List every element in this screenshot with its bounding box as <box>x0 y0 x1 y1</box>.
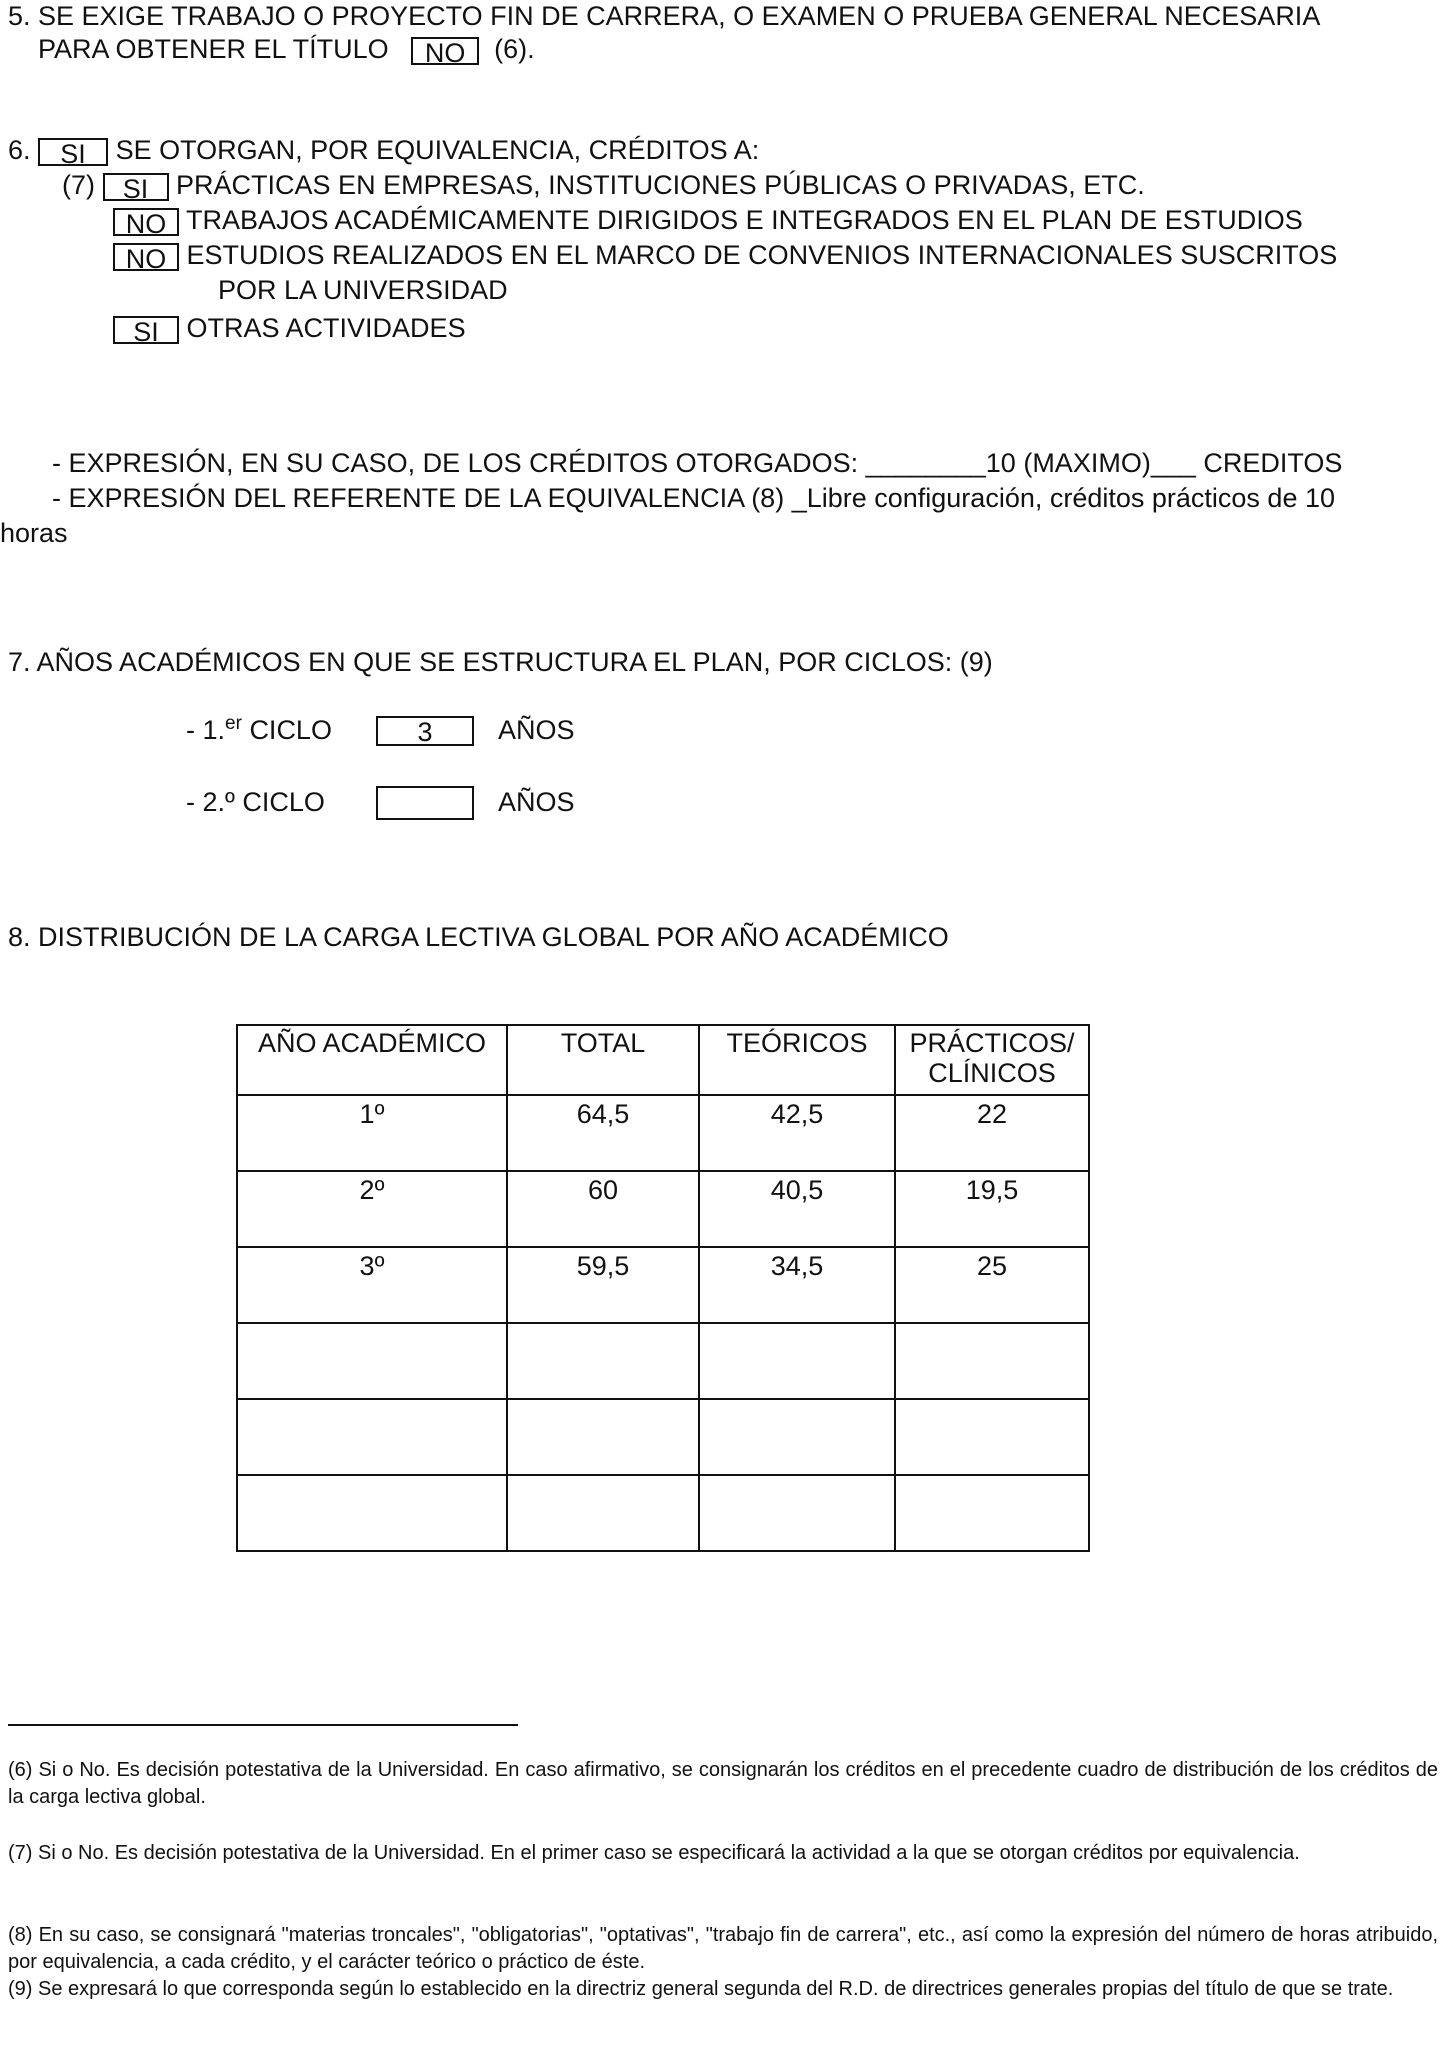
section-6-item-3 <box>113 239 1338 274</box>
cell-ano: 1º <box>237 1095 507 1171</box>
cell-teoricos <box>699 1475 895 1551</box>
footnote-6: (6) Si o No. Es decisión potestativa de la Universidad. En caso afirmativo, se consignarán los créditos en el precedente cuadro de distribución de los créditos de la carga lectiva global. <box>8 1759 1438 1808</box>
creditos-otorgados-line: - EXPRESIÓN, EN SU CASO, DE LOS CRÉDITOS OTORGADOS: ________10 (MAXIMO)___ CREDITOS <box>52 448 1343 478</box>
cell-total: 64,5 <box>507 1095 699 1171</box>
table-row <box>237 1323 1089 1399</box>
cell-teoricos: 34,5 <box>699 1247 895 1323</box>
ciclo-1-prefix: - 1. <box>186 715 226 745</box>
cell-ano: 2º <box>237 1171 507 1247</box>
cell-practicos: 19,5 <box>895 1171 1089 1247</box>
cell-practicos: 25 <box>895 1247 1089 1323</box>
ciclo-2-value-box <box>376 786 474 820</box>
cell-total <box>507 1323 699 1399</box>
cell-practicos <box>895 1323 1089 1399</box>
cell-total <box>507 1475 699 1551</box>
cell-practicos <box>895 1399 1089 1475</box>
section-6-answer-box: SI <box>38 138 108 166</box>
table-row <box>237 1247 1089 1323</box>
cell-ano: 3º <box>237 1247 507 1323</box>
section-5-label: PARA OBTENER EL TÍTULO <box>38 34 389 64</box>
table-row <box>237 1171 1089 1247</box>
table-row <box>237 1399 1089 1475</box>
cell-teoricos: 40,5 <box>699 1171 895 1247</box>
ciclo-1-value-box: 3 <box>376 716 474 746</box>
item-3-answer-box: NO <box>113 243 179 271</box>
section-6-ref: (7) <box>62 170 95 200</box>
carga-lectiva-table <box>236 1024 1090 1552</box>
header-ano-academico: AÑO ACADÉMICO <box>237 1025 507 1095</box>
section-5-line-1: 5. SE EXIGE TRABAJO O PROYECTO FIN DE CARRERA, O EXAMEN O PRUEBA GENERAL NECESARIA <box>8 1 1321 31</box>
cell-teoricos: 42,5 <box>699 1095 895 1171</box>
item-2-answer-box: NO <box>113 208 179 236</box>
section-8-title: 8. DISTRIBUCIÓN DE LA CARGA LECTIVA GLOBAL POR AÑO ACADÉMICO <box>8 922 949 952</box>
ciclo-1-anos: AÑOS <box>498 715 575 745</box>
ciclo-2-anos: AÑOS <box>498 787 575 817</box>
header-practicos-clinicos: PRÁCTICOS/ CLÍNICOS <box>895 1025 1089 1095</box>
section-6-number: 6. <box>8 135 31 165</box>
header-teoricos: TEÓRICOS <box>699 1025 895 1095</box>
section-5-answer-box: NO <box>411 37 479 65</box>
cell-ano <box>237 1399 507 1475</box>
section-6-header <box>8 134 760 169</box>
item-3-text: ESTUDIOS REALIZADOS EN EL MARCO DE CONVENIOS INTERNACIONALES SUSCRITOS <box>186 240 1338 270</box>
item-2-text: TRABAJOS ACADÉMICAMENTE DIRIGIDOS E INTEGRADOS EN EL PLAN DE ESTUDIOS <box>186 205 1303 235</box>
cell-total <box>507 1399 699 1475</box>
item-3-text-cont: POR LA UNIVERSIDAD <box>218 275 508 305</box>
cell-teoricos <box>699 1323 895 1399</box>
ciclo-2-label: - 2.º CICLO <box>186 787 325 817</box>
table-row <box>237 1475 1089 1551</box>
footnote-7: (7) Si o No. Es decisión potestativa de la Universidad. En el primer caso se especificará la actividad a la que se otorgan créditos por equivalencia. <box>8 1842 1300 1864</box>
section-6-item-4 <box>113 312 466 347</box>
item-4-text: OTRAS ACTIVIDADES <box>186 313 466 343</box>
cell-practicos: 22 <box>895 1095 1089 1171</box>
cell-ano <box>237 1475 507 1551</box>
item-1-text: PRÁCTICAS EN EMPRESAS, INSTITUCIONES PÚBLICAS O PRIVADAS, ETC. <box>176 170 1145 200</box>
header-total: TOTAL <box>507 1025 699 1095</box>
footnote-9: (9) Se expresará lo que corresponda según lo establecido en la directriz general segunda del R.D. de directrices generales propias del título de que se trate. <box>8 1978 1394 2000</box>
cell-teoricos <box>699 1399 895 1475</box>
ciclo-1-row <box>186 714 332 746</box>
cell-ano <box>237 1323 507 1399</box>
section-6-item-1 <box>62 169 1145 204</box>
section-7-title: 7. AÑOS ACADÉMICOS EN QUE SE ESTRUCTURA EL PLAN, POR CICLOS: (9) <box>8 647 993 677</box>
section-5-ref: (6). <box>494 34 535 64</box>
table-row <box>237 1095 1089 1171</box>
item-4-answer-box: SI <box>113 316 179 344</box>
footnote-8: (8) En su caso, se consignará "materias troncales", "obligatorias", "optativas", "trabajo fin de carrera", etc., así como la expresión del número de horas atribuido, por equivalencia, a cada crédito, y el carácter teórico o práctico de éste. <box>8 1924 1438 1973</box>
table-header-row <box>237 1025 1089 1095</box>
section-6-item-2 <box>113 204 1303 239</box>
referente-equivalencia-line: - EXPRESIÓN DEL REFERENTE DE LA EQUIVALENCIA (8) _Libre configuración, créditos prácticos de 10 <box>52 483 1336 513</box>
item-1-answer-box: SI <box>103 173 169 201</box>
cell-practicos <box>895 1475 1089 1551</box>
section-6-text: SE OTORGAN, POR EQUIVALENCIA, CRÉDITOS A: <box>115 135 760 165</box>
section-5-line-2 <box>38 33 535 68</box>
ciclo-1-label: CICLO <box>249 715 332 745</box>
referente-equivalencia-cont: horas <box>0 518 68 548</box>
ciclo-1-sup: er <box>225 713 242 734</box>
footnote-divider <box>8 1724 518 1726</box>
cell-total: 59,5 <box>507 1247 699 1323</box>
cell-total: 60 <box>507 1171 699 1247</box>
